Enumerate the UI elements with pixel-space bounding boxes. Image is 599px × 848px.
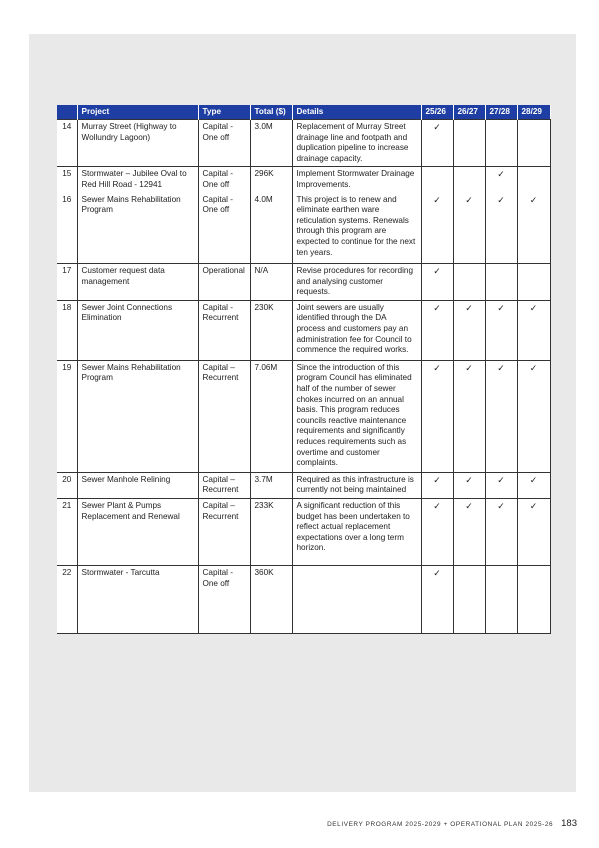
year-27-28-cell	[485, 167, 517, 193]
checkmark-icon: ✓	[433, 474, 441, 485]
project-total: 3.0M	[250, 120, 292, 167]
year-27-28-cell	[485, 120, 517, 167]
table-row	[57, 300, 550, 360]
project-type: Capital – Recurrent	[198, 472, 250, 498]
header-number	[57, 105, 77, 120]
checkmark-icon: ✓	[497, 474, 505, 485]
project-name: Murray Street (Highway to Wollundry Lagoon)	[77, 120, 198, 167]
table-row	[57, 264, 550, 301]
year-28-29-cell	[517, 472, 550, 498]
year-28-29-cell	[517, 360, 550, 472]
year-25-26-cell	[421, 193, 453, 264]
row-number: 21	[57, 499, 77, 566]
checkmark-icon: ✓	[497, 362, 505, 373]
row-number: 18	[57, 300, 77, 360]
project-name: Sewer Manhole Relining	[77, 472, 198, 498]
year-26-27-cell	[453, 193, 485, 264]
checkmark-icon: ✓	[465, 302, 473, 313]
table-row	[57, 360, 550, 472]
header-year-28-29: 28/29	[517, 105, 550, 120]
table-row	[57, 499, 550, 566]
year-28-29-cell	[517, 499, 550, 566]
year-27-28-cell	[485, 472, 517, 498]
year-28-29-cell	[517, 167, 550, 193]
year-25-26-cell	[421, 264, 453, 301]
year-26-27-cell	[453, 167, 485, 193]
project-details: Revise procedures for recording and analysing customer requests.	[292, 264, 421, 301]
year-27-28-cell	[485, 264, 517, 301]
year-26-27-cell	[453, 499, 485, 566]
checkmark-icon: ✓	[433, 266, 441, 277]
checkmark-icon: ✓	[529, 362, 538, 373]
row-number: 17	[57, 264, 77, 301]
row-number: 16	[62, 194, 72, 204]
year-28-29-cell	[517, 120, 550, 167]
table-row	[57, 193, 550, 264]
row-number: 22	[57, 566, 77, 634]
project-name: Sewer Joint Connections Elimination	[77, 300, 198, 360]
project-total: 3.7M	[250, 472, 292, 498]
year-26-27-cell	[453, 566, 485, 634]
project-total: 360K	[250, 566, 292, 634]
checkmark-icon: ✓	[433, 302, 441, 313]
project-total: 230K	[250, 300, 292, 360]
project-type: Capital - Recurrent	[198, 300, 250, 360]
header-details: Details	[292, 105, 421, 120]
project-type: Capital - One off	[198, 566, 250, 634]
project-details: Implement Stormwater Drainage Improvements.	[292, 167, 421, 193]
project-type: Operational	[198, 264, 250, 301]
project-total: 296K	[250, 167, 292, 193]
checkmark-icon: ✓	[529, 194, 538, 205]
header-type: Type	[198, 105, 250, 120]
project-name: Sewer Plant & Pumps Replacement and Renewal	[77, 499, 198, 566]
header-project: Project	[77, 105, 198, 120]
checkmark-icon: ✓	[433, 362, 441, 373]
checkmark-icon: ✓	[529, 501, 538, 512]
year-28-29-cell	[517, 300, 550, 360]
checkmark-icon: ✓	[433, 501, 441, 512]
project-name: Sewer Mains Rehabilitation Program	[77, 193, 198, 264]
header-year-27-28: 27/28	[485, 105, 517, 120]
checkmark-icon: ✓	[529, 474, 538, 485]
table-body	[57, 120, 550, 634]
project-name: Sewer Mains Rehabilitation Program	[77, 360, 198, 472]
project-total: 4.0M	[250, 193, 292, 264]
table-header-row	[57, 105, 550, 120]
footer-label: DELIVERY PROGRAM 2025-2029 + OPERATIONAL PLAN 2025-26	[327, 821, 554, 828]
page-number: 183	[561, 818, 577, 829]
header-year-26-27: 26/27	[453, 105, 485, 120]
project-name: Stormwater – Jubilee Oval to Red Hill Road - 12941	[77, 167, 198, 193]
table-row	[57, 566, 550, 634]
checkmark-icon: ✓	[465, 501, 473, 512]
checkmark-icon: ✓	[465, 194, 473, 205]
page-footer	[327, 818, 577, 829]
project-details: A significant reduction of this budget has been undertaken to reflect actual replacement expectations over a long term horizon.	[292, 499, 421, 566]
year-26-27-cell	[453, 120, 485, 167]
project-details: Since the introduction of this program Council has eliminated half of the number of sewer chokes incurred on an annual basis. This program reduces councils reactive maintenance requirements and significantly reduces requirements such as overtime and customer complaints.	[292, 360, 421, 472]
year-25-26-cell	[421, 472, 453, 498]
project-total: N/A	[250, 264, 292, 301]
checkmark-icon: ✓	[465, 362, 473, 373]
row-number: 14	[57, 120, 77, 167]
project-type: Capital – Recurrent	[198, 360, 250, 472]
project-type: Capital - One off	[198, 120, 250, 167]
projects-table	[57, 105, 551, 634]
year-28-29-cell	[517, 264, 550, 301]
checkmark-icon: ✓	[433, 194, 441, 205]
project-details: Required as this infrastructure is currently not being maintained	[292, 472, 421, 498]
year-28-29-cell	[517, 193, 550, 264]
year-26-27-cell	[453, 264, 485, 301]
year-26-27-cell	[453, 300, 485, 360]
year-25-26-cell	[421, 499, 453, 566]
project-details: Replacement of Murray Street drainage line and footpath and duplication pipeline to increase drainage capacity.	[292, 120, 421, 167]
checkmark-icon: ✓	[497, 194, 505, 205]
row-number: 20	[57, 472, 77, 498]
project-type: Capital - One off	[198, 167, 250, 193]
year-25-26-cell	[421, 120, 453, 167]
table-row	[57, 167, 550, 193]
checkmark-icon: ✓	[433, 122, 441, 132]
project-name: Customer request data management	[77, 264, 198, 301]
table-row	[57, 120, 550, 167]
header-year-25-26: 25/26	[421, 105, 453, 120]
project-details	[292, 566, 421, 634]
year-27-28-cell	[485, 193, 517, 264]
year-25-26-cell	[421, 360, 453, 472]
project-details: This project is to renew and eliminate earthen ware reticulation systems. Renewals through this program are expected to continue for the next ten years.	[292, 193, 421, 264]
year-25-26-cell	[421, 167, 453, 193]
project-total: 233K	[250, 499, 292, 566]
table-row	[57, 472, 550, 498]
checkmark-icon: ✓	[529, 302, 538, 313]
project-type: Capital – Recurrent	[198, 499, 250, 566]
project-name: Stormwater - Tarcutta	[77, 566, 198, 634]
checkmark-icon: ✓	[433, 568, 441, 579]
project-details: Joint sewers are usually identified through the DA process and customers pay an administration fee for Council to commence the required works.	[292, 300, 421, 360]
year-27-28-cell	[485, 360, 517, 472]
checkmark-icon: ✓	[465, 474, 473, 485]
year-27-28-cell	[485, 499, 517, 566]
year-26-27-cell	[453, 472, 485, 498]
checkmark-icon: ✓	[497, 501, 505, 512]
year-28-29-cell	[517, 566, 550, 634]
header-total: Total ($)	[250, 105, 292, 120]
project-type: Capital - One off	[198, 193, 250, 264]
year-25-26-cell	[421, 300, 453, 360]
year-27-28-cell	[485, 566, 517, 634]
row-number: 19	[57, 360, 77, 472]
checkmark-icon: ✓	[497, 169, 505, 180]
checkmark-icon: ✓	[497, 302, 505, 313]
row-number: 15	[57, 167, 77, 193]
year-27-28-cell	[485, 300, 517, 360]
year-25-26-cell	[421, 566, 453, 634]
year-26-27-cell	[453, 360, 485, 472]
project-total: 7.06M	[250, 360, 292, 472]
